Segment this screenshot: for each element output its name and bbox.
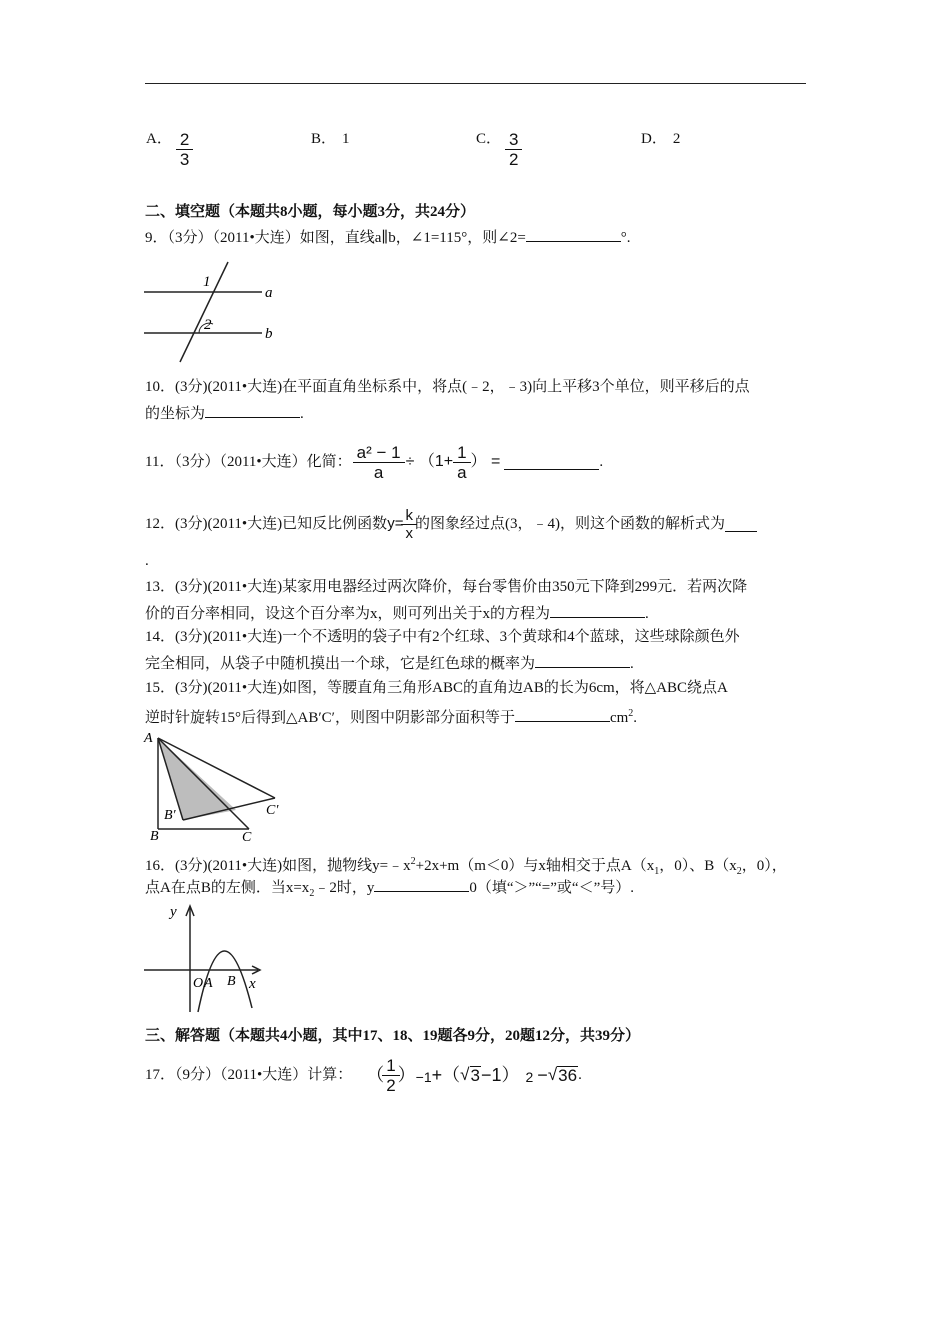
option-a: A． $\frac{2}{3}$ xyxy=(146,130,191,169)
header-rule xyxy=(145,83,806,84)
question-12: 12．(3分)(2011•大连)已知反比例函数 y= $\frac{k}{x}$ 的图象经过点(3，﹣4)，则这个函数的解析式为 xyxy=(145,504,757,544)
angle-1-label: 1 xyxy=(203,274,211,290)
point-a-label: A xyxy=(144,731,153,746)
question-13-line1: 13．(3分)(2011•大连)某家用电器经过两次降价，每台零售价由350元下降到299元．若两次降 xyxy=(145,579,748,595)
question-15-line1: 15．(3分)(2011•大连)如图，等腰直角三角形ABC的直角边AB的长为6cm，将△ABC绕点A xyxy=(145,680,728,696)
x-axis-label: x xyxy=(249,976,256,992)
figure-15-rotated-triangle xyxy=(140,726,290,846)
question-13-line2: 价的百分率相同，设这个百分率为x，则可列出关于x的方程为 . xyxy=(145,602,649,625)
question-9: 9．（3分）（2011•大连）如图，直线a∥b，∠1=115°，则∠2= °. xyxy=(145,226,631,249)
question-11: 11．（3分）（2011•大连）化简： $\frac{\text{a² − 1}}{a}$ ÷ （1+ $\frac{1}{a}$ ） = . xyxy=(145,442,604,482)
q11-fraction: $\frac{\text{a² − 1}}{a}$ xyxy=(355,443,403,482)
figure-9-parallel-lines xyxy=(140,258,290,368)
point-b-label: B xyxy=(227,974,236,989)
angle-2-label: 2 xyxy=(204,317,212,333)
point-b-label: B xyxy=(150,829,159,844)
q17-fraction: $\frac{1}{2}$ xyxy=(384,1056,397,1095)
line-b-label: b xyxy=(265,326,273,342)
line-a-label: a xyxy=(265,285,273,301)
question-14-line1: 14．(3分)(2011•大连)一个不透明的袋子中有2个红球、3个黄球和4个蓝球，这些球除颜色外 xyxy=(145,629,740,645)
point-b1-label: B′ xyxy=(164,808,176,823)
q11-fraction-2: $\frac{1}{a}$ xyxy=(455,443,468,482)
figure-16-parabola xyxy=(140,900,270,1020)
point-a-label: A xyxy=(204,976,213,991)
option-c-fraction: $\frac{3}{2}$ xyxy=(507,130,520,169)
option-b: B． 1 xyxy=(311,131,350,147)
section-3-title: 三、解答题（本题共4小题，其中17、18、19题各9分，20题12分，共39分） xyxy=(145,1028,641,1044)
question-14-line2: 完全相同，从袋子中随机摸出一个球，它是红色球的概率为 . xyxy=(145,652,634,675)
q12-fraction: $\frac{k}{x}$ xyxy=(403,507,415,542)
origin-label: O xyxy=(193,976,204,991)
question-17: 17．（9分）（2011•大连）计算： （ $\frac{1}{2}$ ） −1 +（ √ 3 −1） 2 − √ 36 . xyxy=(145,1055,582,1095)
question-10-line2: 的坐标为 . xyxy=(145,402,304,425)
point-c-label: C xyxy=(242,830,252,845)
question-10-line1: 10．(3分)(2011•大连)在平面直角坐标系中，将点(﹣2，﹣3)向上平移3个单位，则平移后的点 xyxy=(145,379,750,395)
option-d: D． 2 xyxy=(641,131,681,147)
section-2-title: 二、填空题（本题共8小题，每小题3分，共24分） xyxy=(145,204,476,220)
question-15-line2: 逆时针旋转15°后得到△AB′C′，则图中阴影部分面积等于 $cm^2$. xyxy=(145,708,638,726)
question-16-line1: 16．(3分)(2011•大连)如图，抛物线$y=﹣x^2+2x+m(m<0)$与x轴相交于点$A(x_1$，0）、$B(x_2$，0）， xyxy=(145,856,787,877)
question-16-line2: 点A在点B的左侧．当$x=x_2﹣2$时，y 0（填“＞”“=”或“＜”号）. xyxy=(145,876,634,905)
question-12-tail: . xyxy=(145,553,149,569)
y-axis-label: y xyxy=(170,904,177,920)
option-a-fraction: $\frac{2}{3}$ xyxy=(178,130,191,169)
option-c: C． $\frac{3}{2}$ xyxy=(476,130,520,169)
point-c1-label: C′ xyxy=(266,803,279,818)
